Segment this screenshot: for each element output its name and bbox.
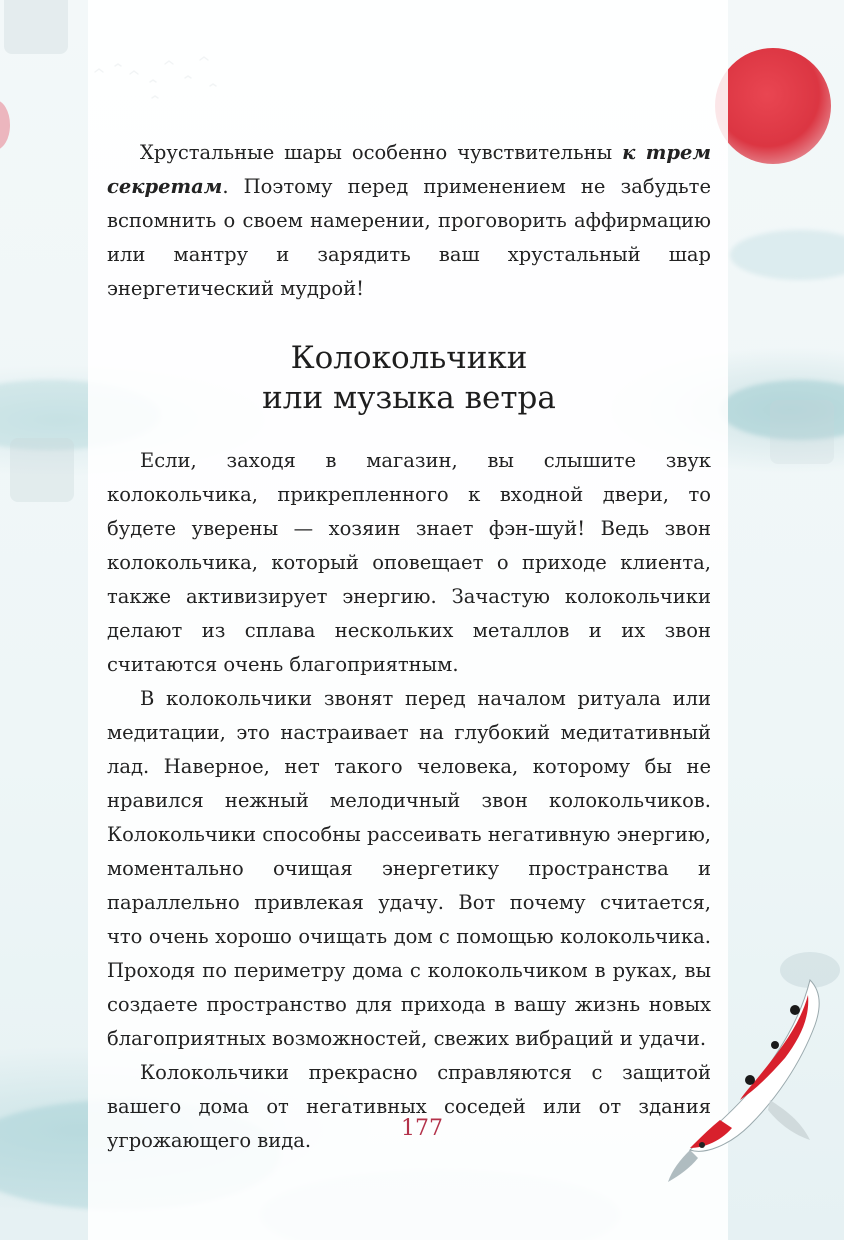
watermark-square-right (770, 400, 834, 464)
paragraph-1: Если, заходя в магазин, вы слышите звук колокольчика, прикрепленного к входной двери, то будете уверены — хозяин знает фэн-шуй! Ведь звон колокольчика, который оповещает о приходе клиента, также активизирует энергию. Зачастую колокольчики делают из сплава нескольких металлов и их звон считаются очень благоприятным. (107, 449, 711, 676)
watermark-square-left (10, 438, 74, 502)
red-sun-icon (715, 48, 831, 164)
paragraph-3: Колокольчики прекрасно справляются с защитой вашего дома от негативных соседей или от здания угрожающего вида. (107, 1061, 711, 1152)
koi-fish-icon (660, 950, 844, 1200)
body-text (107, 444, 711, 1158)
intro-emphasis: к трем секретам (107, 141, 712, 198)
red-sun-fragment-icon (0, 100, 10, 150)
watermark-square-top-left (4, 0, 68, 54)
page-number: 177 (401, 1116, 443, 1141)
section-heading (107, 338, 711, 418)
intro-text-start: Хрустальные шары особенно чувствительны (140, 141, 623, 164)
heading-line-2: или музыка ветра (262, 380, 556, 416)
intro-text (107, 136, 711, 306)
mist-right-low (730, 230, 844, 280)
heading-line-1: Колокольчики (290, 340, 528, 376)
intro-text-end: . Поэтому перед применением не забудьте вспомнить о своем намерении, проговорить аффирмацию или мантру и зарядить ваш хрустальный шар энергетический мудрой! (107, 175, 711, 300)
paragraph-2: В колокольчики звонят перед началом ритуала или медитации, это настраивает на глубокий медитативный лад. Наверное, нет такого человека, которому бы не нравился нежный мелодичный звон колокольчиков. Колокольчики способны рассеивать негативную энергию, моментально очищая энергетику пространства и параллельно привлекая удачу. Вот почему считается, что очень хорошо очищать дом с помощью колокольчика. Проходя по периметру дома с колокольчиком в руках, вы создаете пространство для прихода в вашу жизнь новых благоприятных возможностей, свежих вибраций и удачи. (107, 687, 711, 1050)
intro-paragraph (107, 136, 711, 306)
